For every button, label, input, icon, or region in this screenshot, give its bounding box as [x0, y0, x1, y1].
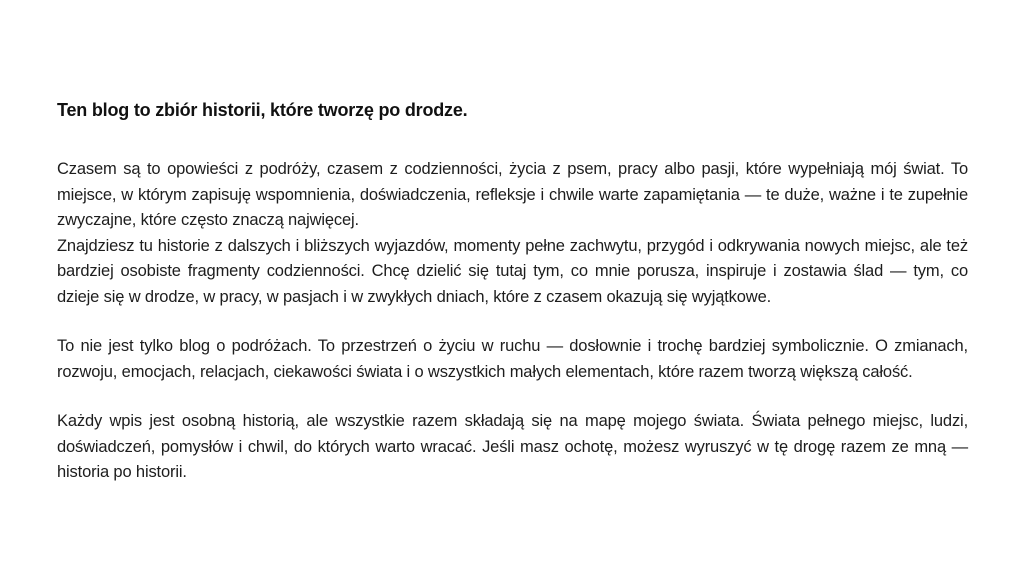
paragraph-not-only-travel: To nie jest tylko blog o podróżach. To przestrzeń o życiu w ruchu — dosłownie i trochę bardziej symbolicznie. O zmianach, rozwoju, emocjach, relacjach, ciekawości świata i o wszystkich małych elementach, które razem tworzą większą całość.	[57, 337, 968, 381]
paragraph-intro: Czasem są to opowieści z podróży, czasem z codzienności, życia z psem, pracy albo pasji, które wypełniają mój świat. To miejsce, w którym zapisuję wspomnienia, doświadczenia, refleksje i chwile warte zapamiętania — te duże, ważne i te zupełnie zwyczajne, które często znaczą najwięcej.	[57, 160, 968, 229]
page-title: Ten blog to zbiór historii, które tworzę po drodze.	[57, 100, 468, 120]
paragraph-closing: Każdy wpis jest osobną historią, ale wszystkie razem składają się na mapę mojego świata. Świata pełnego miejsc, ludzi, doświadczeń, pomysłów i chwil, do których warto wracać. Jeśli masz ochotę, możesz wyruszyć w tę drogę razem ze mną — historia po historii.	[57, 412, 968, 481]
article-body	[57, 100, 968, 486]
paragraph-stories: Znajdziesz tu historie z dalszych i bliższych wyjazdów, momenty pełne zachwytu, przygód i odkrywania nowych miejsc, ale też bardziej osobiste fragmenty codzienności. Chcę dzielić się tutaj tym, co mnie porusza, inspiruje i zostawia ślad — tym, co dzieje się w drodze, w pracy, w pasjach i w zwykłych dniach, które z czasem okazują się wyjątkowe.	[57, 236, 968, 306]
